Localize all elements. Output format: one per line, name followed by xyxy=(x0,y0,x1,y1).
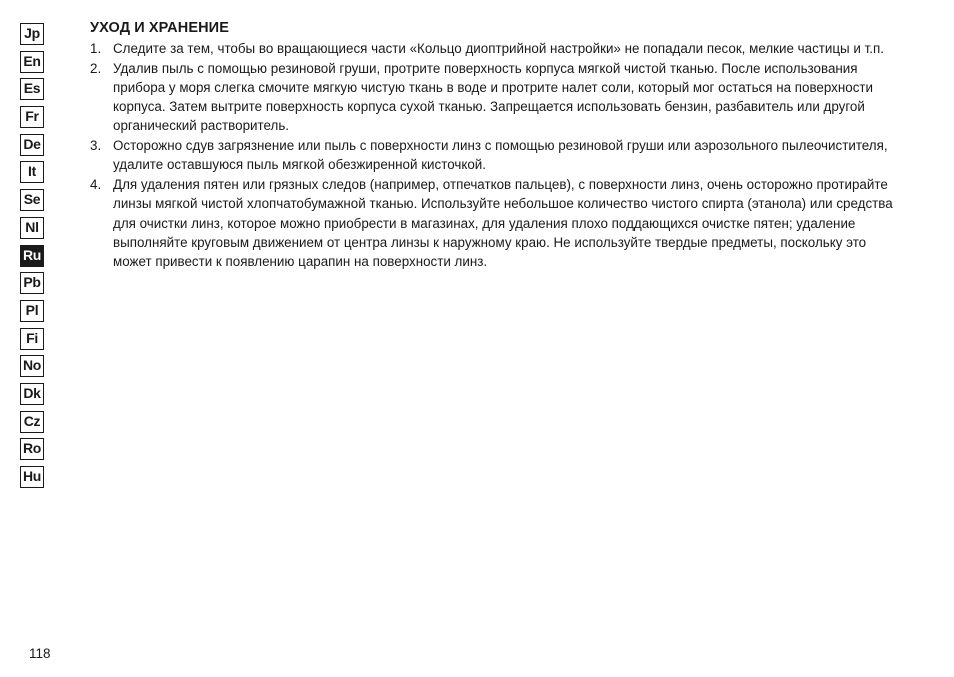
lang-tab-pl[interactable]: Pl xyxy=(20,300,44,322)
lang-tab-en[interactable]: En xyxy=(20,51,44,73)
lang-tab-nl[interactable]: Nl xyxy=(20,217,44,239)
step-text: Удалив пыль с помощью резиновой груши, протрите поверхность корпуса мягкой чистой тканью. После использования прибора у моря слегка смочите мягкую чистую ткань в воде и протрите налет соли, который мог остаться на поверхности корпуса. Затем вытрите поверхность корпуса сухой тканью. Запрещается использовать бензин, разбавитель или другой органический растворитель. xyxy=(113,60,874,134)
step-number: 2. xyxy=(90,60,102,76)
step-number: 3. xyxy=(90,138,102,154)
content xyxy=(90,18,905,272)
language-tabs xyxy=(20,23,44,494)
list-item xyxy=(90,39,905,58)
lang-tab-de[interactable]: De xyxy=(20,134,44,156)
steps-list xyxy=(90,39,905,271)
lang-tab-ro[interactable]: Ro xyxy=(20,438,44,460)
lang-tab-fr[interactable]: Fr xyxy=(20,106,44,128)
lang-tab-pb[interactable]: Pb xyxy=(20,272,44,294)
step-text: Осторожно сдув загрязнение или пыль с поверхности линз с помощью резиновой груши или аэрозольного пылеочистителя, удалите оставшуюся пыль мягкой обезжиренной кисточкой. xyxy=(113,138,888,173)
lang-tab-hu[interactable]: Hu xyxy=(20,466,44,488)
step-number: 4. xyxy=(90,176,102,192)
step-text: Для удаления пятен или грязных следов (например, отпечатков пальцев), с поверхности линз, очень осторожно протирайте линзы мягкой чистой хлопчатобумажной тканью. Используйте небольшое количество чистого спирта (этанола) или средства для очистки линз, которое можно приобрести в магазинах, для удаления плохо поддающихся очистке пятен; удаление выполняйте круговым движением от центра линзы к наружному краю. Не используйте твердые предметы, поскольку это может привести к появлению царапин на поверхности линз. xyxy=(113,176,893,270)
step-text: Следите за тем, чтобы во вращающиеся части «Кольцо диоптрийной настройки» не попадали песок, мелкие частицы и т.п. xyxy=(113,41,884,56)
lang-tab-jp[interactable]: Jp xyxy=(20,23,44,45)
list-item xyxy=(90,59,905,136)
list-item xyxy=(90,136,905,175)
step-number: 1. xyxy=(90,41,102,56)
lang-tab-ru[interactable]: Ru xyxy=(20,245,44,267)
page-number: 118 xyxy=(29,646,51,661)
lang-tab-se[interactable]: Se xyxy=(20,189,44,211)
lang-tab-es[interactable]: Es xyxy=(20,78,44,100)
lang-tab-it[interactable]: It xyxy=(20,161,44,183)
lang-tab-no[interactable]: No xyxy=(20,355,44,377)
list-item xyxy=(90,175,905,271)
lang-tab-dk[interactable]: Dk xyxy=(20,383,44,405)
section-title: УХОД И ХРАНЕНИЕ xyxy=(90,20,229,36)
lang-tab-fi[interactable]: Fi xyxy=(20,328,44,350)
lang-tab-cz[interactable]: Cz xyxy=(20,411,44,433)
